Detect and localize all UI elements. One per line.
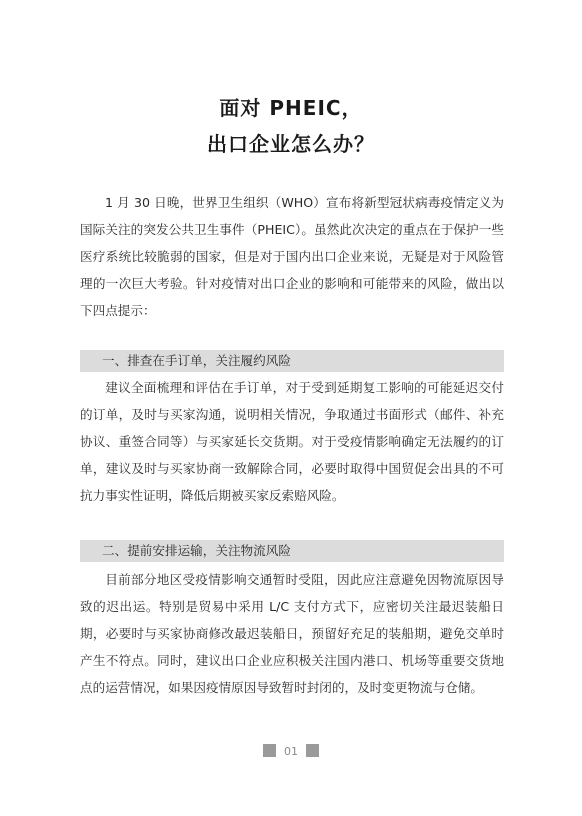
section-heading-2: 二、提前安排运输，关注物流风险	[80, 540, 504, 562]
section-body-2	[80, 566, 504, 701]
section-body-1	[80, 374, 504, 509]
section-heading-1: 一、排查在手订单，关注履约风险	[80, 350, 504, 372]
page-footer	[0, 744, 582, 759]
intro-paragraph	[80, 189, 504, 324]
page-title-line-2: 出口企业怎么办？	[207, 132, 375, 156]
footer-right-square-icon	[306, 744, 319, 757]
page-title-line-1: 面对 PHEIC，	[219, 96, 363, 120]
section-body-1-text: 建议全面梳理和评估在手订单，对于受到延期复工影响的可能延迟交付的订单，及时与买家沟通，说明相关情况，争取通过书面形式（邮件、补充协议、重签合同等）与买家延长交货期。对于受疫情影响确定无法履约的订单，建议及时与买家协商一致解除合同，必要时取得中国贸促会出具的不可抗力事实性证明，降低后期被买家反索赔风险。	[80, 380, 504, 503]
page-number: 01	[284, 745, 298, 758]
intro-text: 1 月 30 日晚，世界卫生组织（WHO）宣布将新型冠状病毒疫情定义为国际关注的突发公共卫生事件（PHEIC）。虽然此次决定的重点在于保护一些医疗系统比较脆弱的国家，但是对于国内出口企业来说，无疑是对于风险管理的一次巨大考验。针对疫情对出口企业的影响和可能带来的风险，做出以下四点提示：	[80, 195, 504, 318]
footer-left-square-icon	[263, 744, 276, 757]
section-body-2-text: 目前部分地区受疫情影响交通暂时受阻，因此应注意避免因物流原因导致的迟出运。特别是贸易中采用 L/C 支付方式下，应密切关注最迟装船日期，必要时与买家协商修改最迟装船日，预留好充足的装船期，避免交单时产生不符点。同时，建议出口企业应积极关注国内港口、机场等重要交货地点的运营情况，如果因疫情原因导致暂时封闭的，及时变更物流与仓储。	[80, 572, 504, 695]
